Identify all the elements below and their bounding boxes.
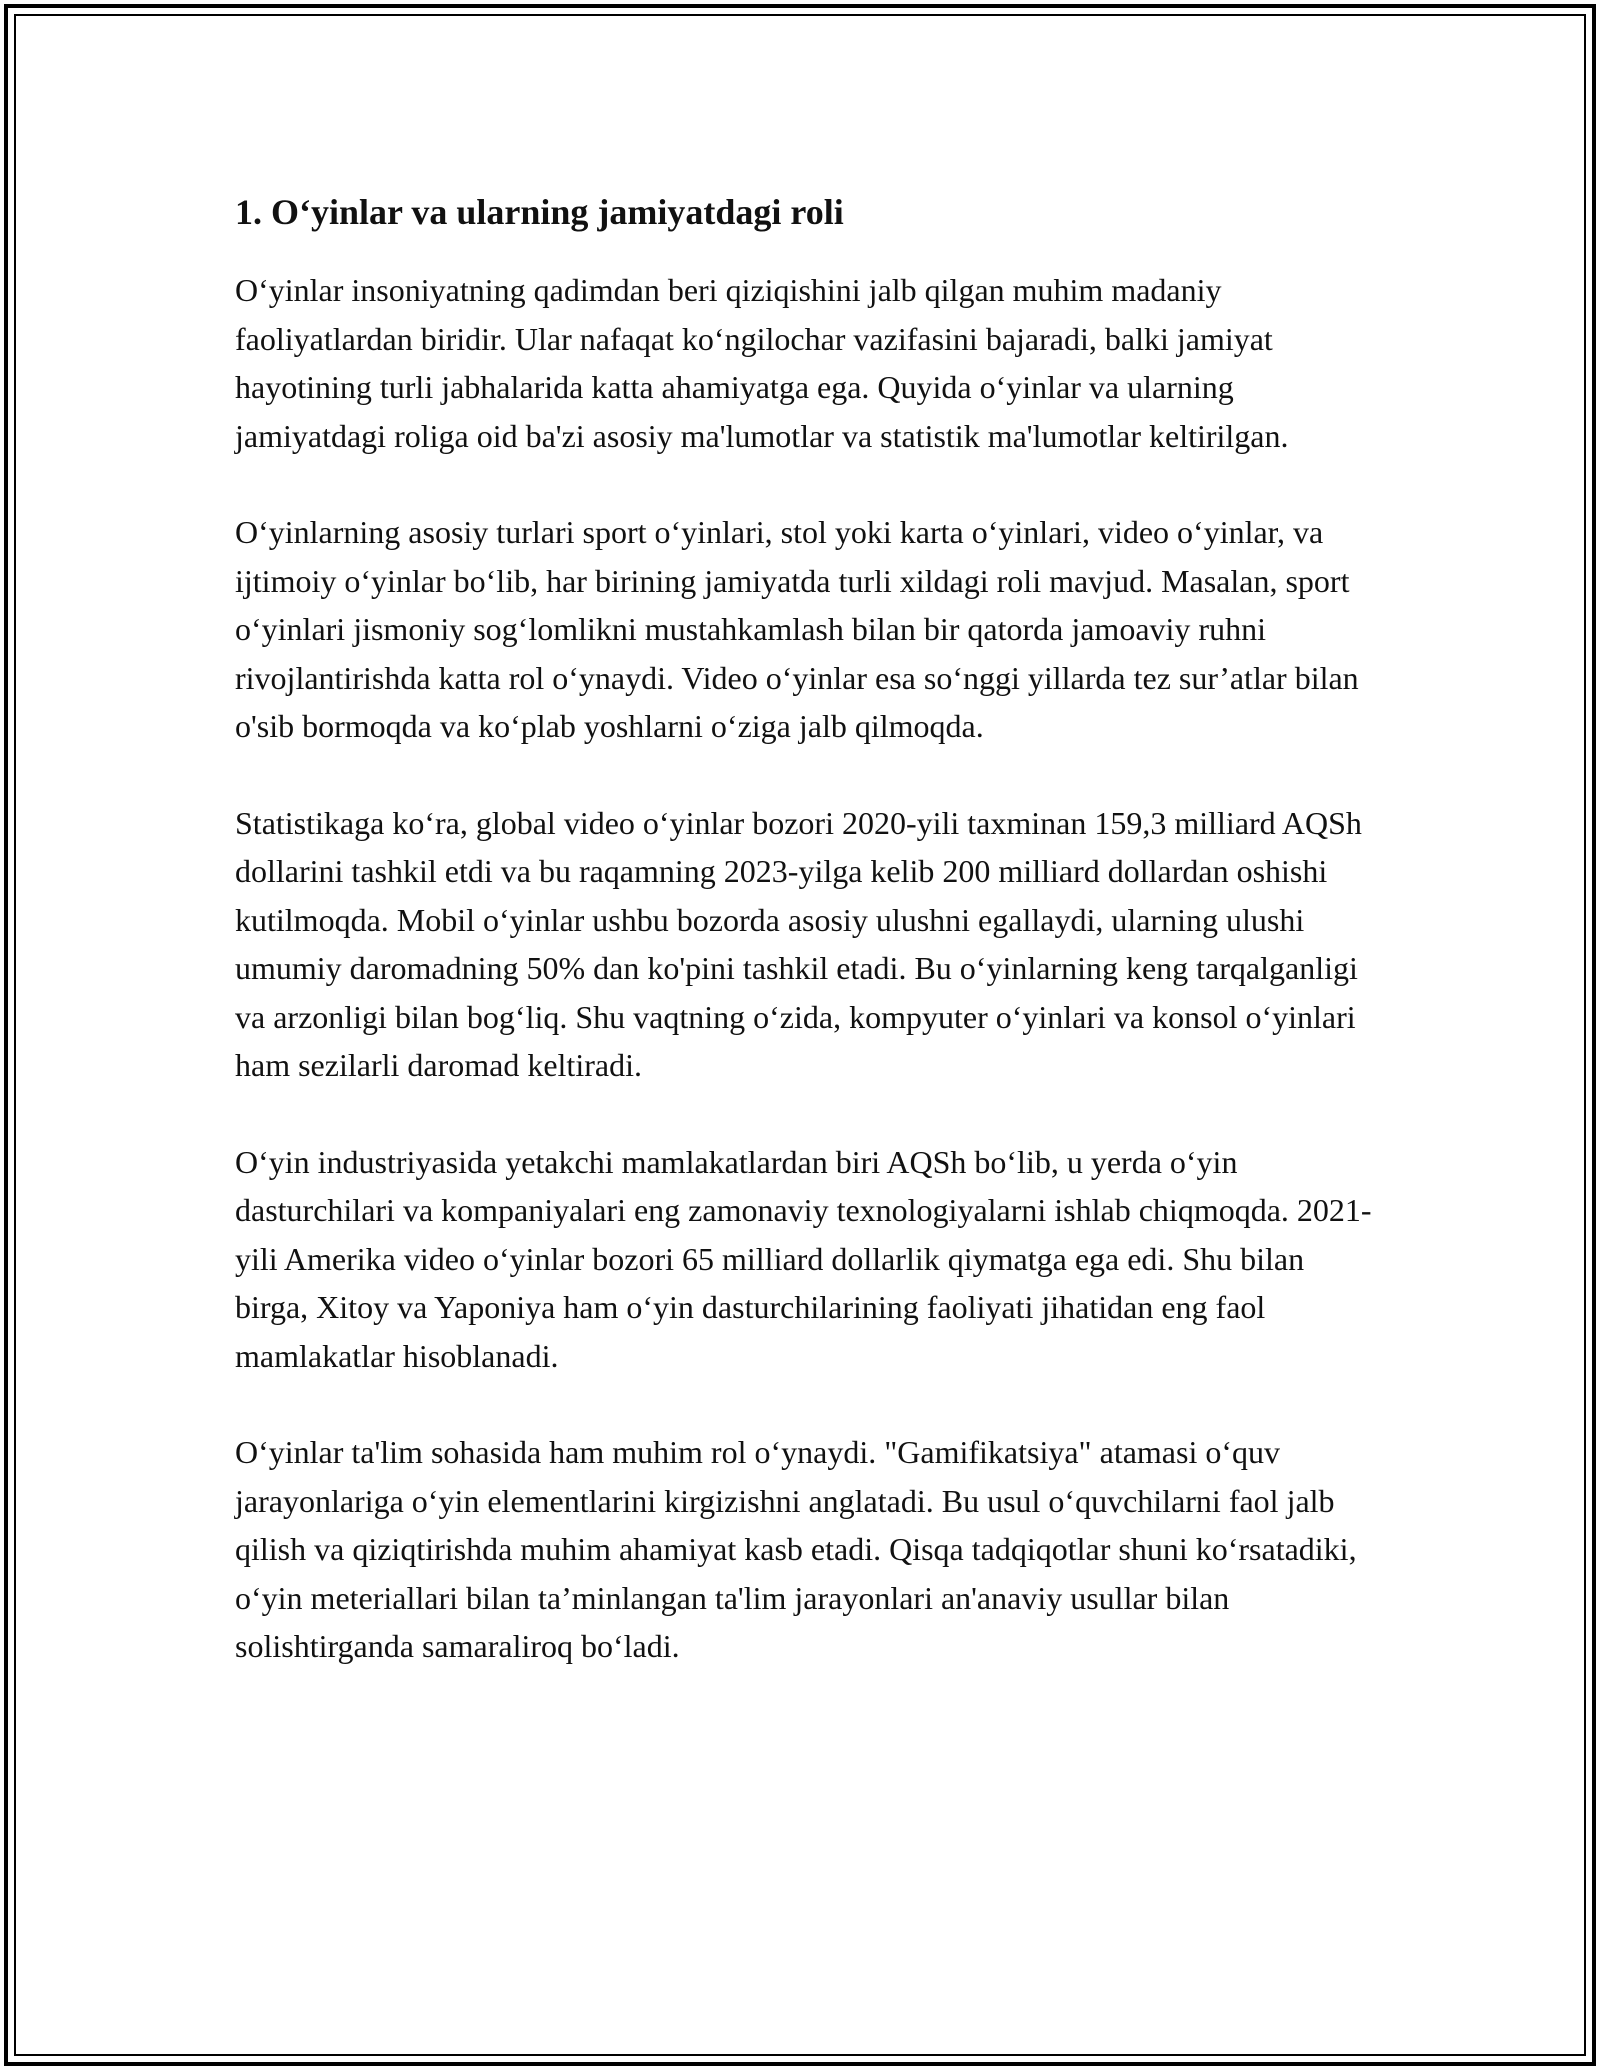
paragraph-statistics: Statistikaga ko‘ra, global video o‘yinlar bozori 2020-yili taxminan 159,3 milliard AQSh dollarini tashkil etdi va bu raqamning 2023-yilga kelib 200 milliard dollardan oshishi kutilmoqda. Mobil o‘yinlar ushbu bozorda asosiy ulushni egallaydi, ularning ulushi umumiy daromadning 50% dan ko'pini tashkil etadi. Bu o‘yinlarning keng tarqalganligi va arzonligi bilan bog‘liq. Shu vaqtning o‘zida, kompyuter o‘yinlari va konsol o‘yinlari ham sezilarli daromad keltiradi. (235, 804, 1362, 1083)
section-heading: 1. O‘yinlar va ularning jamiyatdagi roli (235, 192, 844, 232)
paragraph-intro: O‘yinlar insoniyatning qadimdan beri qiziqishini jalb qilgan muhim madaniy faoliyatlardan biridir. Ular nafaqat ko‘ngilochar vazifasini bajaradi, balki jamiyat hayotining turli jabhalarida katta ahamiyatga ega. Quyida o‘yinlar va ularning jamiyatdagi roliga oid ba'zi asosiy ma'lumotlar va statistik ma'lumotlar keltirilgan. (235, 272, 1289, 454)
paragraph-game-types: O‘yinlarning asosiy turlari sport o‘yinlari, stol yoki karta o‘yinlari, video o‘yinlar, va ijtimoiy o‘yinlar bo‘lib, har birining jamiyatda turli xildagi roli mavjud. Masalan, sport o‘yinlari jismoniy sog‘lomlikni mustahkamlash bilan bir qatorda jamoaviy ruhni rivojlantirishda katta rol o‘ynaydi. Video o‘yinlar esa so‘nggi yillarda tez sur’atlar bilan o'sib bormoqda va ko‘plab yoshlarni o‘ziga jalb qilmoqda. (235, 514, 1359, 744)
document-body (235, 188, 1385, 1719)
paragraph-education: O‘yinlar ta'lim sohasida ham muhim rol o‘ynaydi. "Gamifikatsiya" atamasi o‘quv jarayonlariga o‘yin elementlarini kirgizishni anglatadi. Bu usul o‘quvchilarni faol jalb qilish va qiziqtirishda muhim ahamiyat kasb etadi. Qisqa tadqiqotlar shuni ko‘rsatadiki, o‘yin meteriallari bilan ta’minlangan ta'lim jarayonlari an'anaviy usullar bilan solishtirganda samaraliroq bo‘ladi. (235, 1434, 1357, 1664)
paragraph-industry: O‘yin industriyasida yetakchi mamlakatlardan biri AQSh bo‘lib, u yerda o‘yin dasturchilari va kompaniyalari eng zamonaviy texnologiyalarni ishlab chiqmoqda. 2021-yili Amerika video o‘yinlar bozori 65 milliard dollarlik qiymatga ega edi. Shu bilan birga, Xitoy va Yaponiya ham o‘yin dasturchilarining faoliyati jihatidan eng faol mamlakatlar hisoblanadi. (235, 1143, 1372, 1374)
